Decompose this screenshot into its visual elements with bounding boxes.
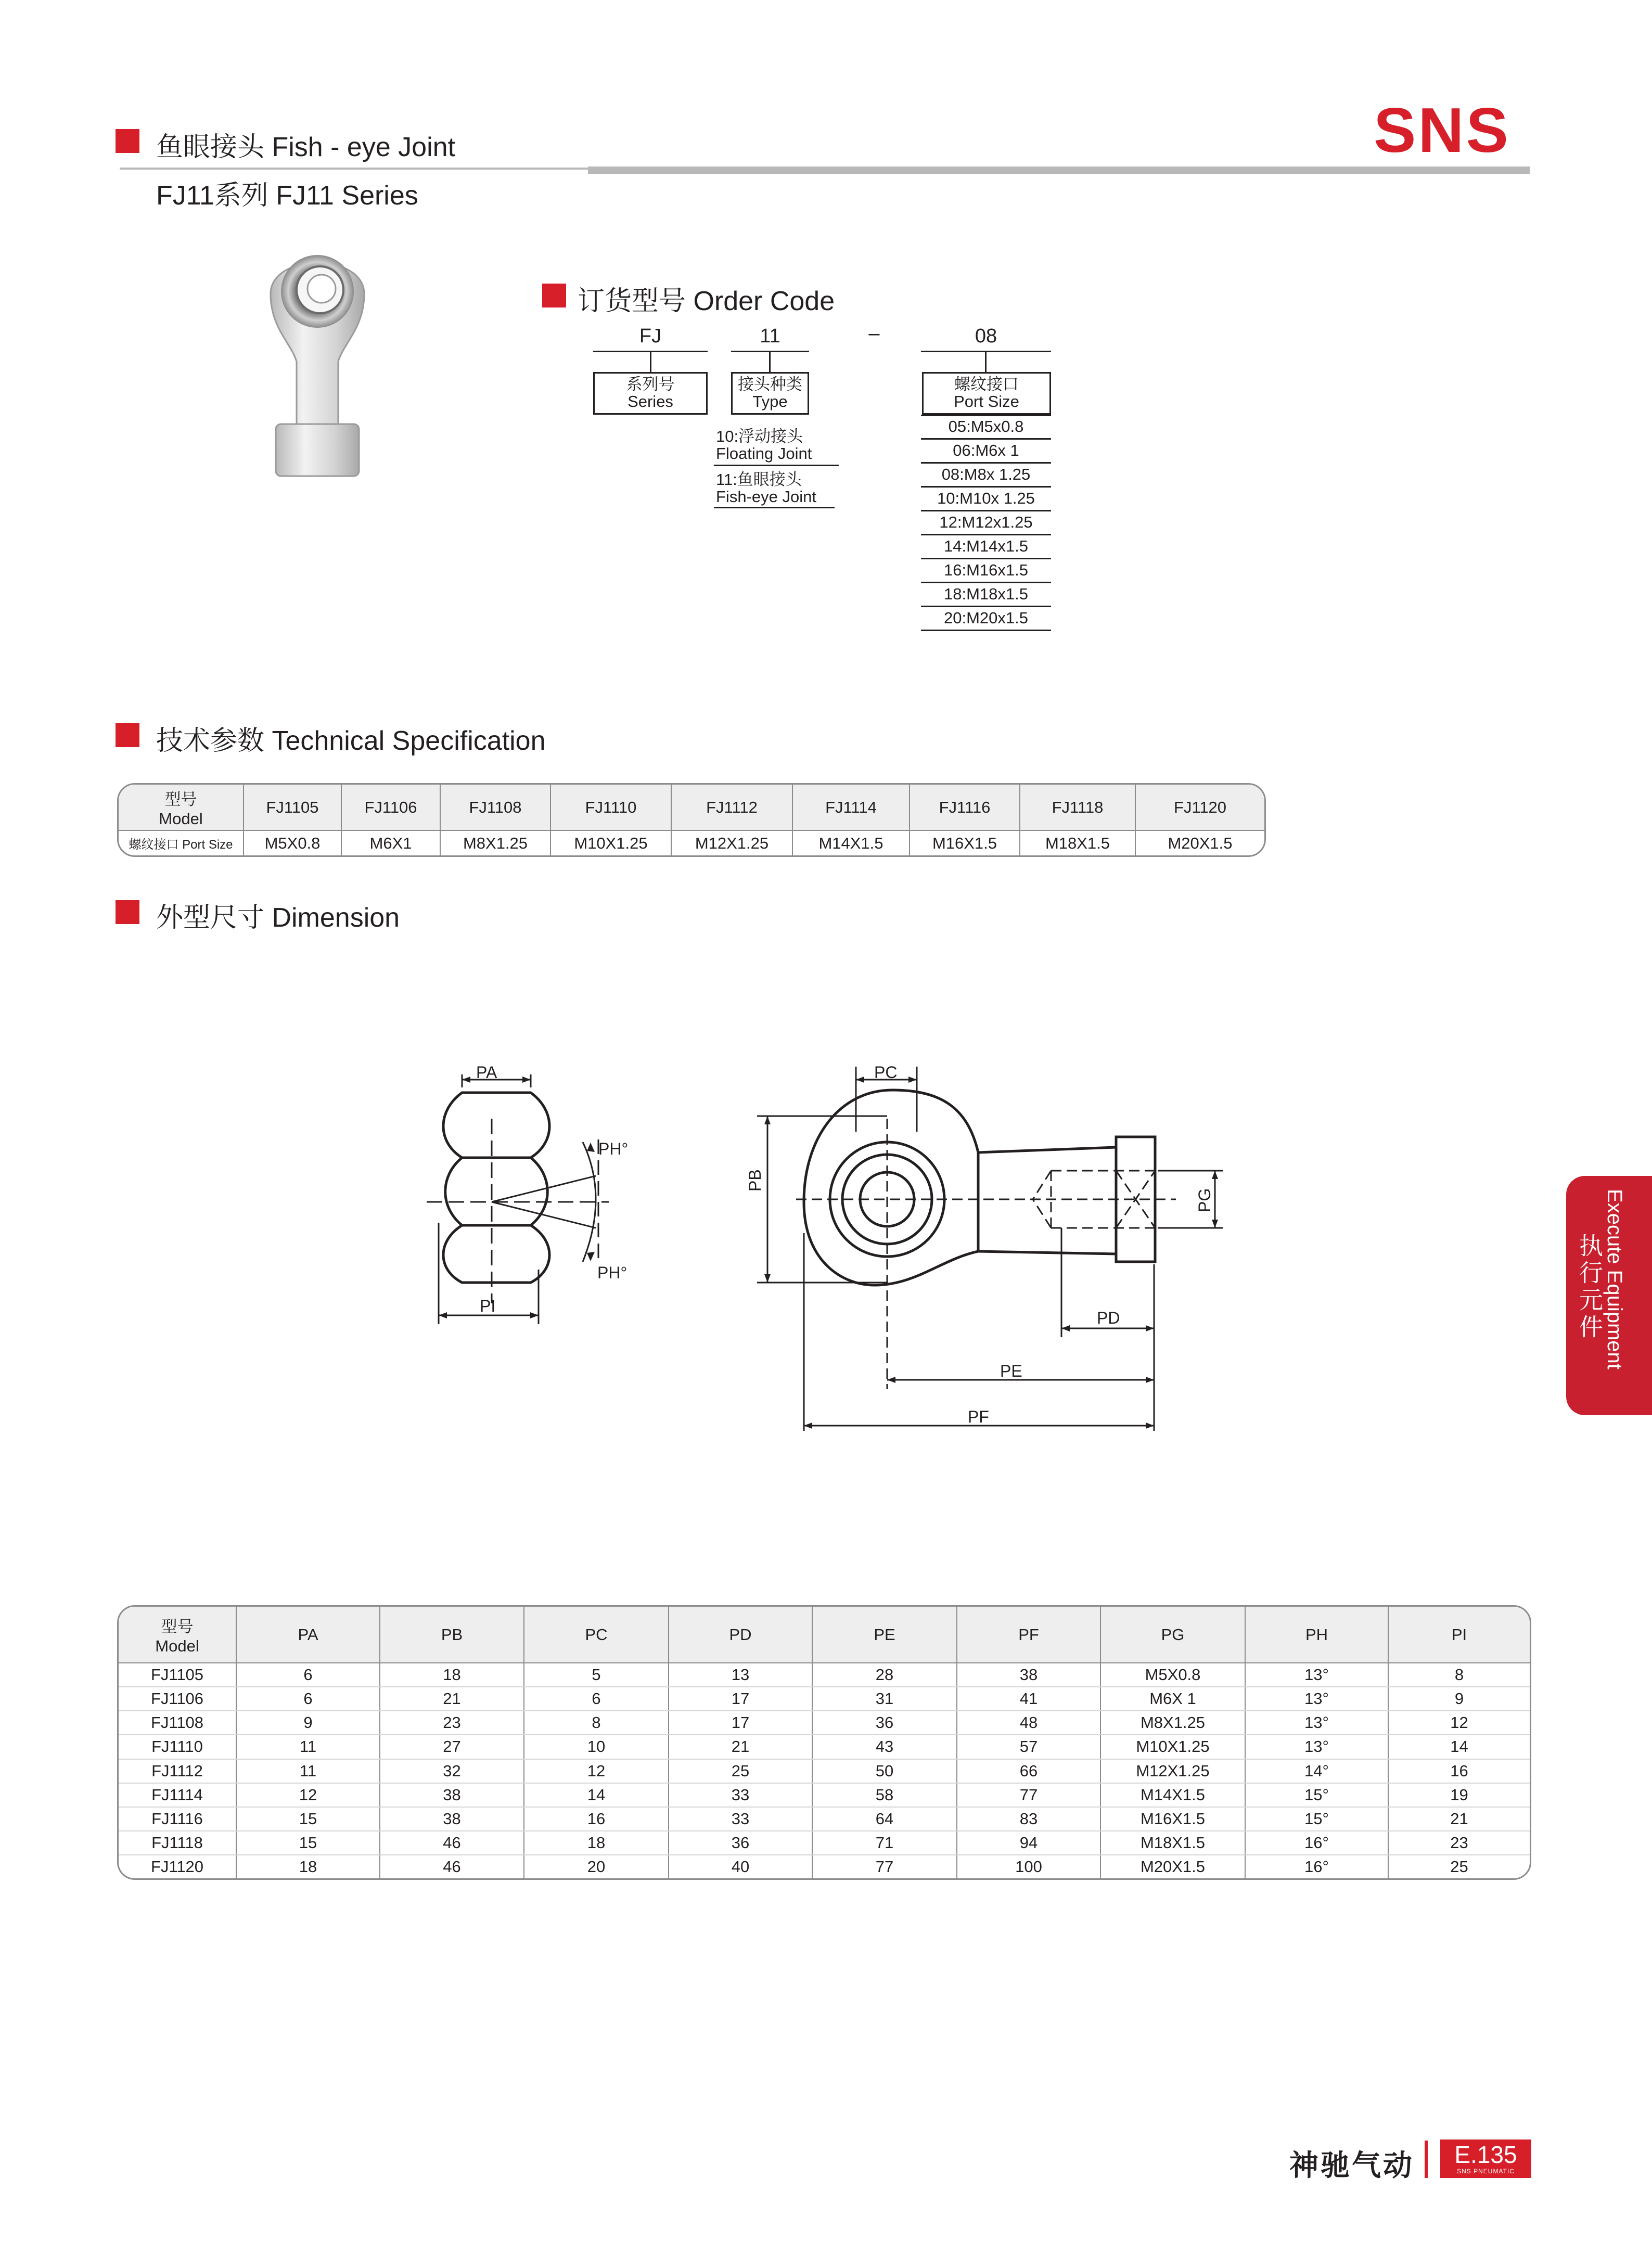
table-cell: 12 [524, 1759, 669, 1783]
table-cell: 6 [236, 1687, 380, 1711]
port-size-item: 14:M14x1.5 [921, 536, 1051, 559]
table-cell: 18 [380, 1663, 524, 1687]
table-cell: 23 [1388, 1831, 1530, 1855]
table-cell: 46 [380, 1855, 524, 1878]
table-cell: 9 [236, 1711, 380, 1735]
table-row [119, 1783, 1530, 1807]
dim-label-pg: PG [1195, 1188, 1214, 1212]
dim-label-pi: PI [480, 1297, 496, 1315]
table-cell: 12 [236, 1783, 380, 1807]
port-cell: M6X1 [341, 830, 440, 855]
table-cell: 16° [1245, 1831, 1388, 1855]
model-cell: FJ1114 [792, 785, 910, 830]
model-cell: FJ1105 [244, 785, 341, 830]
brand-logo: SNS [1374, 95, 1510, 165]
table-cell: 38 [380, 1807, 524, 1831]
series-box-cn: 系列号 [626, 375, 675, 393]
port-size-item: 12:M12x1.25 [921, 512, 1051, 535]
table-row [119, 1855, 1530, 1878]
dim-col-header: PI [1388, 1607, 1530, 1663]
table-cell: M6X 1 [1100, 1687, 1245, 1711]
dimension-table [117, 1605, 1531, 1880]
port-size-item: 05:M5x0.8 [921, 416, 1051, 440]
series-title: FJ11系列 FJ11 Series [156, 181, 418, 211]
type-option-11: 11:鱼眼接头 [716, 470, 802, 489]
footer-brand: 神驰气动 [1289, 2149, 1414, 2182]
table-cell: M18X1.5 [1100, 1831, 1245, 1855]
table-cell: 100 [957, 1855, 1100, 1878]
table-cell: 66 [957, 1759, 1100, 1783]
table-cell: 14° [1245, 1759, 1388, 1783]
table-cell: 17 [669, 1711, 812, 1735]
table-cell: FJ1112 [119, 1759, 236, 1783]
table-cell: 27 [380, 1735, 524, 1759]
port-size-item: 16:M16x1.5 [921, 560, 1051, 583]
table-cell: FJ1120 [119, 1855, 236, 1878]
port-cell: M16X1.5 [910, 830, 1020, 855]
page-number: E.135 [1454, 2141, 1517, 2168]
table-cell: 6 [524, 1687, 669, 1711]
table-cell: FJ1108 [119, 1711, 236, 1735]
dim-label-pa: PA [476, 1063, 497, 1082]
table-cell: 23 [380, 1711, 524, 1735]
table-cell: 36 [669, 1831, 812, 1855]
dim-label-pd: PD [1097, 1309, 1120, 1327]
side-shank [978, 1147, 1116, 1254]
dim-col-header: PD [669, 1607, 812, 1663]
model-cell: FJ1106 [341, 785, 440, 830]
table-cell: 16 [524, 1807, 669, 1831]
series-box-en: Series [627, 392, 673, 411]
table-cell: 58 [812, 1783, 957, 1807]
table-cell: 19 [1388, 1783, 1530, 1807]
model-label-en: Model [159, 810, 203, 828]
table-row [119, 1831, 1530, 1855]
table-row [119, 1735, 1530, 1759]
dim-label-pe: PE [1000, 1362, 1022, 1380]
model-label-cn: 型号 [164, 790, 197, 809]
table-cell: 16° [1245, 1855, 1388, 1878]
port-cell: M20X1.5 [1168, 834, 1233, 852]
port-cell: M10X1.25 [550, 830, 671, 855]
port-size-item: 10:M10x 1.25 [921, 488, 1051, 511]
dimension-heading: 外型尺寸 Dimension [156, 903, 400, 933]
page-title: 鱼眼接头 Fish - eye Joint [156, 132, 456, 162]
table-cell: 36 [812, 1711, 957, 1735]
table-cell: 8 [524, 1711, 669, 1735]
table-row [119, 1711, 1530, 1735]
table-cell: 25 [669, 1759, 812, 1783]
table-cell: FJ1118 [119, 1831, 236, 1855]
table-cell: FJ1105 [119, 1663, 236, 1687]
page-number-badge [1440, 2139, 1531, 2178]
table-cell: 33 [669, 1783, 812, 1807]
table-cell: M20X1.5 [1100, 1855, 1245, 1878]
table-cell: 83 [957, 1807, 1100, 1831]
table-cell: 20 [524, 1855, 669, 1878]
table-cell: 25 [1450, 1857, 1468, 1876]
table-cell: 46 [380, 1831, 524, 1855]
table-cell: 33 [669, 1807, 812, 1831]
table-cell: 13° [1245, 1687, 1388, 1711]
dim-col-header: PG [1100, 1607, 1245, 1663]
dim-label-pf: PF [968, 1407, 989, 1426]
table-cell: M10X1.25 [1100, 1735, 1245, 1759]
dim-col-header: PC [524, 1607, 669, 1663]
model-cell: FJ1118 [1020, 785, 1135, 830]
model-cell: FJ1112 [671, 785, 792, 830]
port-box-cn: 螺纹接口 [954, 375, 1019, 393]
front-body [443, 1093, 549, 1283]
dim-model-label-cell [119, 1607, 236, 1663]
table-row [119, 1807, 1530, 1831]
dim-label-ph-top: PH° [598, 1139, 629, 1158]
table-cell: 43 [812, 1735, 957, 1759]
table-cell: 15 [236, 1831, 380, 1855]
table-cell: M16X1.5 [1100, 1807, 1245, 1831]
dim-table-header [119, 1607, 1530, 1663]
table-cell: 77 [957, 1783, 1100, 1807]
code-series: FJ [639, 325, 662, 347]
table-cell: 21 [380, 1687, 524, 1711]
table-cell: 38 [957, 1663, 1100, 1687]
table-row [119, 1663, 1530, 1687]
table-cell: 48 [957, 1711, 1100, 1735]
table-cell: 15° [1245, 1807, 1388, 1831]
table-cell: 11 [236, 1759, 380, 1783]
type-box-en: Type [752, 392, 788, 411]
type-option-10-en: Floating Joint [716, 444, 812, 463]
model-cell: FJ1110 [550, 785, 671, 830]
table-cell: 6 [236, 1663, 380, 1687]
code-dash: – [868, 323, 880, 344]
table-cell: 31 [812, 1687, 957, 1711]
tech-spec-heading: 技术参数 Technical Specification [156, 726, 546, 756]
footer-divider [1425, 2141, 1428, 2178]
port-cell: M14X1.5 [792, 830, 910, 855]
table-cell: 5 [524, 1663, 669, 1687]
table-cell: 28 [812, 1663, 957, 1687]
table-cell: M5X0.8 [1100, 1663, 1245, 1687]
port-cell: M8X1.25 [440, 830, 550, 855]
port-size-item: 20:M20x1.5 [921, 608, 1051, 631]
side-tab-cn: 执行元件 [1576, 1233, 1603, 1341]
dim-col-header: PA [236, 1607, 380, 1663]
dim-label-ph-bottom: PH° [597, 1263, 627, 1282]
table-cell: 18 [236, 1855, 380, 1878]
port-size-item: 06:M6x 1 [921, 440, 1051, 464]
table-cell: M12X1.25 [1100, 1759, 1245, 1783]
table-cell: 13° [1245, 1711, 1388, 1735]
type-box-cn: 接头种类 [738, 375, 802, 393]
port-size-item: 08:M8x 1.25 [921, 464, 1051, 488]
table-row [119, 1687, 1530, 1711]
table-cell: 12 [1388, 1711, 1530, 1735]
table-cell: 64 [812, 1807, 957, 1831]
order-code-heading: 订货型号 Order Code [578, 286, 835, 316]
table-cell: 50 [812, 1759, 957, 1783]
dim-model-label-cn: 型号 [161, 1618, 194, 1636]
type-option-10: 10:浮动接头 [716, 427, 803, 445]
table-cell: 40 [669, 1855, 812, 1878]
model-cell: FJ1120 [1135, 785, 1264, 830]
table-cell: 57 [957, 1735, 1100, 1759]
code-port: 08 [975, 325, 997, 347]
table-cell: 16 [1388, 1759, 1530, 1783]
dim-col-header: PF [957, 1607, 1100, 1663]
table-cell: 13° [1245, 1663, 1388, 1687]
type-option-11-en: Fish-eye Joint [716, 488, 816, 506]
table-cell: 14 [1388, 1735, 1530, 1759]
model-cell: FJ1108 [440, 785, 550, 830]
table-cell: 14 [524, 1783, 669, 1807]
model-cell: FJ1116 [910, 785, 1020, 830]
table-cell: M8X1.25 [1100, 1711, 1245, 1735]
table-cell: FJ1110 [119, 1735, 236, 1759]
table-cell: 71 [812, 1831, 957, 1855]
table-cell: 13° [1245, 1735, 1388, 1759]
dim-model-label-en: Model [155, 1637, 199, 1655]
table-cell: 11 [236, 1735, 380, 1759]
table-cell: 77 [812, 1855, 957, 1878]
table-cell: 32 [380, 1759, 524, 1783]
port-cell: M5X0.8 [244, 830, 341, 855]
table-cell: 8 [1388, 1663, 1530, 1687]
table-cell: FJ1114 [119, 1783, 236, 1807]
port-box-en: Port Size [954, 392, 1019, 411]
table-cell: 15° [1245, 1783, 1388, 1807]
table-row [119, 1759, 1530, 1783]
dim-col-header: PH [1245, 1607, 1388, 1663]
table-cell: 38 [380, 1783, 524, 1807]
table-cell: FJ1106 [119, 1687, 236, 1711]
dim-label-pc: PC [874, 1063, 898, 1082]
port-label-cell: 螺纹接口 Port Size [119, 830, 244, 855]
table-cell: 17 [669, 1687, 812, 1711]
table-cell: 18 [524, 1831, 669, 1855]
table-cell: 21 [669, 1735, 812, 1759]
dim-col-header: PB [380, 1607, 524, 1663]
table-cell: 9 [1388, 1687, 1530, 1711]
table-cell: FJ1116 [119, 1807, 236, 1831]
page-subtitle: SNS PNEUMATIC [1457, 2168, 1515, 2175]
port-cell: M18X1.5 [1020, 830, 1135, 855]
table-cell: 41 [957, 1687, 1100, 1711]
port-cell: M12X1.25 [671, 830, 792, 855]
table-cell: 15 [236, 1807, 380, 1831]
table-cell: M14X1.5 [1100, 1783, 1245, 1807]
table-cell: 94 [957, 1831, 1100, 1855]
dim-col-header: PE [812, 1607, 957, 1663]
code-type: 11 [760, 325, 780, 347]
port-size-item: 18:M18x1.5 [921, 584, 1051, 607]
side-tab-en: Execute Equipment [1603, 1189, 1626, 1369]
dim-label-pb: PB [746, 1169, 764, 1192]
table-cell: 21 [1388, 1807, 1530, 1831]
table-cell: 13 [669, 1663, 812, 1687]
table-cell: 10 [524, 1735, 669, 1759]
